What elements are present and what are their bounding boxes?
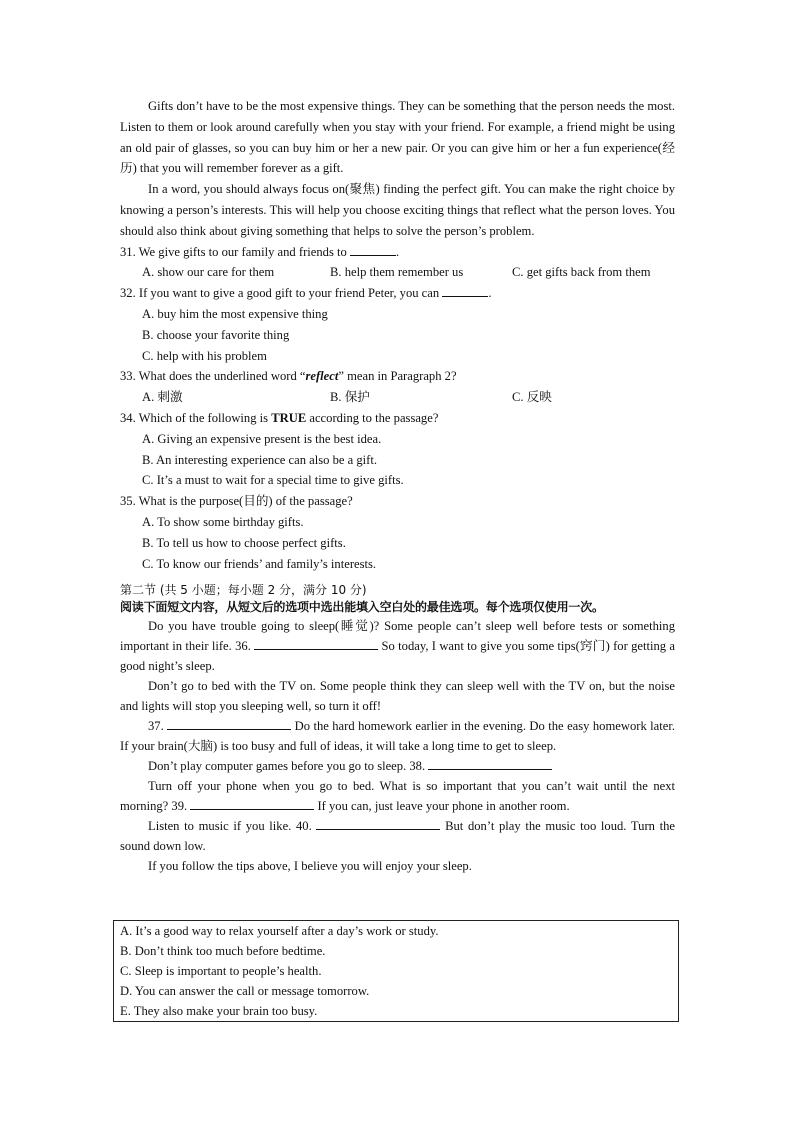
answer-blank-37 xyxy=(167,717,291,730)
answer-blank-38 xyxy=(428,757,552,770)
option-35-a: A. To show some birthday gifts. xyxy=(142,514,304,529)
answer-blank-32 xyxy=(442,284,488,297)
box-option-e: E. They also make your brain too busy. xyxy=(120,1004,318,1018)
question-31-options xyxy=(142,262,675,283)
option-31-b: B. help them remember us xyxy=(330,265,464,280)
question-33-options xyxy=(142,387,675,408)
option-33-b: B. 保护 xyxy=(330,390,370,405)
reflect-word-bold: reflect xyxy=(305,369,339,384)
option-34-a: A. Giving an expensive present is the best idea. xyxy=(142,431,382,446)
question-33-stem: 33. What does the underlined word “reflect” mean in Paragraph 2? xyxy=(120,369,457,384)
option-33-a: A. 刺激 xyxy=(142,390,183,405)
question-31-stem: 31. We give gifts to our family and friends to . xyxy=(120,244,400,259)
answer-blank-31 xyxy=(350,243,396,256)
sleep-paragraph-4: Don’t play computer games before you go to sleep. 38. xyxy=(120,756,675,776)
question-34-stem: 34. Which of the following is TRUE according to the passage? xyxy=(120,410,439,425)
option-32-b: B. choose your favorite thing xyxy=(142,327,290,342)
section-2-heading: 第二节 (共 5 小题；每小题 2 分，满分 10 分) xyxy=(120,583,367,598)
answer-blank-39 xyxy=(190,797,314,810)
answer-blank-36 xyxy=(254,637,378,650)
option-35-b: B. To tell us how to choose perfect gifts. xyxy=(142,535,346,550)
box-option-c: C. Sleep is important to people’s health. xyxy=(120,964,322,978)
box-option-d: D. You can answer the call or message tomorrow. xyxy=(120,984,370,998)
sleep-paragraph-1: Do you have trouble going to sleep(睡觉)? Some people can’t sleep well before tests or something important in their life. 36. So today, I want to give you some tips(窍门) for getting a good night’s sleep. xyxy=(120,619,676,674)
option-35-c: C. To know our friends’ and family’s interests. xyxy=(142,556,377,571)
answer-blank-40 xyxy=(316,817,440,830)
sleep-paragraph-7: If you follow the tips above, I believe you will enjoy your sleep. xyxy=(148,859,472,874)
options-box xyxy=(113,920,679,1022)
option-32-a: A. buy him the most expensive thing xyxy=(142,306,328,321)
option-32-c: C. help with his problem xyxy=(142,348,267,363)
section-2-instruction: 阅读下面短文内容，从短文后的选项中选出能填入空白处的最佳选项。每个选项仅使用一次。 xyxy=(120,600,604,615)
question-35-stem: 35. What is the purpose(目的) of the passage? xyxy=(120,494,353,509)
sleep-paragraph-6: Listen to music if you like. 40. But don’t play the music too loud. Turn the sound down low. xyxy=(120,819,675,854)
sleep-paragraph-2: Don’t go to bed with the TV on. Some people think they can sleep well with the TV on, but the noise and lights will stop you sleeping well, so turn it off! xyxy=(120,679,675,714)
option-31-a: A. show our care for them xyxy=(142,265,275,280)
option-33-c: C. 反映 xyxy=(512,390,552,405)
question-32-stem: 32. If you want to give a good gift to your friend Peter, you can . xyxy=(120,286,492,301)
true-keyword: TRUE xyxy=(271,410,307,425)
box-option-a: A. It’s a good way to relax yourself after a day’s work or study. xyxy=(120,924,439,938)
reading-paragraph-1: Gifts don’t have to be the most expensive things. They can be something that the person needs the most. Listen to them or look around carefully when you stay with your friend. For example, a friend might be using an old pair of glasses, so you can buy him or her a new pair. Or you can give him or her a fun experience(经历) that you will remember forever as a gift. xyxy=(120,99,675,176)
sleep-paragraph-3: 37. Do the hard homework earlier in the evening. Do the easy homework later. If your brain(大脑) is too busy and full of ideas, it will take a long time to get to sleep. xyxy=(120,719,675,754)
sleep-paragraph-5: Turn off your phone when you go to bed. What is so important that you can’t wait until the next morning? 39. If you can, just leave your phone in another room. xyxy=(120,779,675,814)
option-31-c: C. get gifts back from them xyxy=(512,265,651,280)
reading-paragraph-2: In a word, you should always focus on(聚焦) finding the perfect gift. You can make the right choice by knowing a person’s interests. This will help you choose exciting things that reflect what the person loves. You should also think about giving something that helps to solve the person’s problem. xyxy=(120,182,675,238)
option-34-c: C. It’s a must to wait for a special time to give gifts. xyxy=(142,473,404,488)
reflect-word: reflect xyxy=(503,202,536,217)
option-34-b: B. An interesting experience can also be a gift. xyxy=(142,452,378,467)
exam-page xyxy=(120,96,675,876)
box-option-b: B. Don’t think too much before bedtime. xyxy=(120,944,326,958)
